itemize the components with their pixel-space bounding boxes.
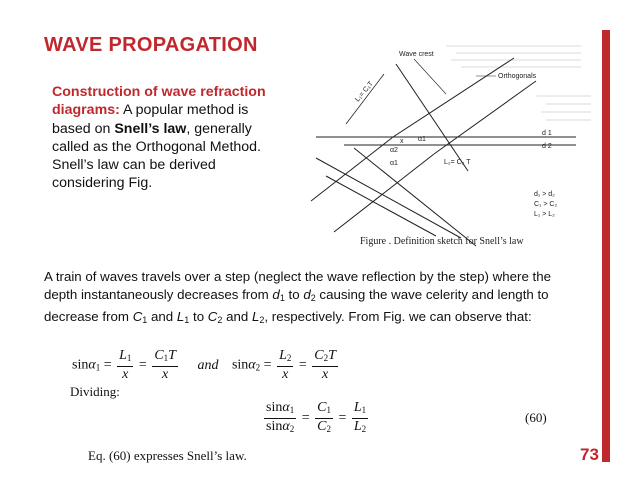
- var-l1: L: [176, 308, 185, 324]
- and-text: and: [197, 357, 219, 373]
- footer-note: Eq. (60) expresses Snell’s law.: [88, 448, 247, 463]
- alpha-symbol: α: [88, 357, 96, 373]
- sub-2: 2: [310, 292, 316, 303]
- var-c2: C: [207, 308, 218, 324]
- sin-text: sin: [266, 419, 283, 434]
- orthogonals-label: Orthogonals: [498, 73, 537, 80]
- slide-title: WAVE PROPAGATION: [44, 34, 258, 56]
- sub-1: 1: [289, 405, 295, 415]
- equation-number: (60): [525, 410, 547, 425]
- alpha2-label: α2: [390, 147, 398, 154]
- alpha-symbol: α: [282, 400, 290, 415]
- sin-text: sin: [72, 357, 89, 373]
- x-label: x: [400, 138, 404, 145]
- equals-sign: =: [263, 357, 272, 373]
- fraction-c2t-x: [312, 348, 338, 383]
- sub-2: 2: [289, 424, 295, 434]
- l1-dimension-line: [346, 74, 384, 124]
- var-x: x: [321, 367, 329, 382]
- snells-law-figure: [296, 36, 596, 254]
- intro-text-2: , generally called as the Orthogonal Method. Snell’s law can be derived considering Fig.: [52, 120, 262, 192]
- var-L: L: [353, 419, 362, 434]
- var-C: C: [154, 348, 164, 363]
- sub-2: 2: [323, 353, 329, 363]
- intro-heading: Construction of wave refraction diagrams:: [52, 84, 266, 119]
- page-number: 73: [580, 445, 599, 464]
- para-text: to: [189, 308, 208, 324]
- var-d2: d: [303, 286, 311, 302]
- fraction-c-ratio: [315, 400, 333, 437]
- fraction-l1-x: [117, 348, 133, 383]
- var-c1: C: [132, 308, 143, 324]
- sub-1: 1: [361, 405, 367, 415]
- fraction-sin-ratio: [264, 400, 296, 437]
- dividing-label: Dividing:: [70, 384, 120, 399]
- d1-label: d 1: [542, 130, 552, 137]
- accent-bar: [602, 30, 610, 462]
- l2-label: L₂= C₂ T: [444, 159, 471, 166]
- para-text: to: [284, 286, 304, 302]
- var-L: L: [353, 400, 362, 415]
- sub-2: 2: [286, 353, 292, 363]
- condition-celerity: C₁ > C₂: [534, 201, 558, 208]
- var-T: T: [328, 348, 336, 363]
- var-C: C: [314, 348, 324, 363]
- wave-crest-lines: [316, 64, 476, 246]
- para-text: , respectively. From Fig. we can observe that:: [264, 308, 532, 324]
- fraction-c1t-x: [152, 348, 178, 383]
- sub-1: 1: [126, 353, 132, 363]
- equation-row-1: [72, 348, 340, 383]
- figure-caption: Figure . Definition sketch for Snell’s law: [360, 236, 524, 247]
- equals-sign: =: [138, 357, 147, 373]
- var-C: C: [317, 419, 327, 434]
- para-text: A train of waves travels over a step (neglect the wave reflection by the step) where the depth instantaneously decreases from: [44, 269, 552, 302]
- faint-background-text: [446, 46, 591, 120]
- fraction-l-ratio: [352, 400, 368, 437]
- sin-text: sin: [231, 357, 249, 373]
- sub-1: 1: [326, 405, 331, 415]
- equals-sign: =: [301, 410, 310, 426]
- d2-label: d 2: [542, 143, 552, 150]
- sub-2: 2: [326, 424, 331, 434]
- var-L: L: [279, 348, 287, 363]
- equals-sign: =: [338, 410, 347, 426]
- sin-text: sin: [266, 400, 283, 415]
- sub-2: 2: [361, 424, 367, 434]
- var-L: L: [119, 348, 127, 363]
- var-C: C: [317, 400, 327, 415]
- para-text: and: [222, 308, 252, 324]
- var-x: x: [122, 367, 129, 382]
- intro-bold: Snell’s law: [114, 120, 187, 137]
- sub-2: 2: [255, 362, 261, 373]
- alpha-symbol: α: [248, 357, 256, 373]
- var-x: x: [282, 367, 289, 382]
- condition-length: L₁ > L₂: [534, 211, 555, 218]
- var-l2: L: [252, 308, 260, 324]
- fraction-l2-x: [277, 348, 293, 383]
- alpha1-lower-label: α1: [390, 160, 398, 167]
- intro-text-1: A popular method is based on: [52, 102, 249, 137]
- l1-label: L₁= C₁T: [354, 80, 375, 104]
- equation-row-2: [262, 400, 370, 437]
- sub-1: 1: [95, 362, 101, 373]
- sub-2: 2: [217, 314, 223, 325]
- equals-sign: =: [103, 357, 112, 373]
- para-text: causing the wave celerity and length to decrease from: [44, 286, 549, 324]
- wave-crest-label: Wave crest: [399, 51, 434, 58]
- var-T: T: [168, 348, 176, 363]
- var-d1: d: [272, 286, 280, 302]
- alpha-symbol: α: [282, 419, 290, 434]
- sub-1: 1: [163, 353, 169, 363]
- wave-crest-leader: [414, 59, 446, 94]
- sub-1: 1: [142, 314, 148, 325]
- equals-sign: =: [298, 357, 307, 373]
- body-paragraph: [44, 268, 584, 329]
- alpha1-label: α1: [418, 136, 426, 143]
- sub-2: 2: [259, 314, 265, 325]
- para-text: and: [147, 308, 177, 324]
- condition-depth: d₁ > d₂: [534, 191, 555, 198]
- var-x: x: [162, 367, 169, 382]
- intro-text: [52, 83, 290, 193]
- sub-1: 1: [184, 314, 190, 325]
- sub-1: 1: [279, 292, 285, 303]
